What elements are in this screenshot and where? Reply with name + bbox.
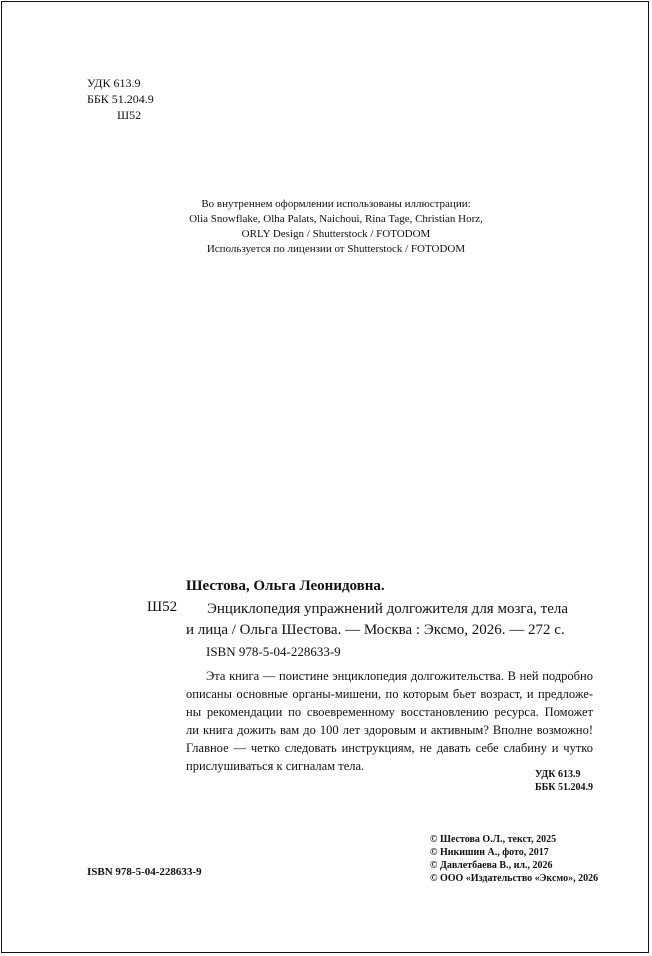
copyright-block: [430, 833, 598, 885]
credits-line: Во внутреннем оформлении использованы иллюстрации:: [201, 198, 471, 210]
abstract-line: Эта книга — поистине энциклопедия долгожительства. В ней подробно: [206, 669, 593, 683]
record-abstract: [186, 667, 593, 775]
record-author: Шестова, Ольга Леонидовна.: [186, 578, 385, 594]
record-classification-codes: [535, 768, 593, 794]
abstract-line: ны рекомендации по своевременному восстановлению ресурса. Поможет: [186, 705, 593, 719]
udk-code: УДК 613.9: [87, 76, 141, 90]
bbk-code: ББК 51.204.9: [535, 782, 593, 793]
copyright-line: © Никишин А., фото, 2017: [430, 847, 549, 858]
credits-line: Olia Snowflake, Olha Palats, Naichoui, Rina Tage, Christian Horz,: [189, 213, 483, 225]
illustration-credits: [0, 197, 652, 257]
bbk-code: ББК 51.204.9: [87, 92, 154, 106]
record-title: [186, 599, 606, 641]
title-line: и лица / Ольга Шестова. — Москва : Эксмо, 2026. — 272 с.: [186, 622, 565, 638]
credits-line: Используется по лицензии от Shutterstock / FOTODOM: [206, 243, 466, 255]
copyright-line: © Шестова О.Л., текст, 2025: [430, 834, 557, 845]
abstract-line: описаны основные органы-мишени, по которым бьет возраст, и предложе-: [186, 687, 593, 701]
abstract-line: ли книга дожить вам до 100 лет здоровым и активным? Вполне возможно!: [186, 723, 593, 737]
abstract-line: Главное — четко следовать инструкциям, не давать себе слабину и чутко: [186, 741, 593, 755]
udk-code: УДК 613.9: [535, 769, 581, 780]
abstract-line: прислушиваться к сигналам тела.: [186, 759, 365, 773]
title-line: Энциклопедия упражнений долгожителя для мозга, тела: [207, 601, 569, 617]
copyright-line: © ООО «Издательство «Эксмо», 2026: [430, 873, 599, 884]
author-mark: Ш52: [117, 108, 142, 122]
record-isbn: ISBN 978-5-04-228633-9: [206, 644, 341, 659]
copyright-line: © Давлетбаева В., ил., 2026: [430, 860, 553, 871]
record-index: Ш52: [147, 599, 178, 615]
isbn-bottom: ISBN 978-5-04-228633-9: [87, 866, 202, 878]
credits-line: ORLY Design / Shutterstock / FOTODOM: [241, 228, 431, 240]
page-border: [1, 1, 649, 953]
classification-codes: [87, 75, 154, 123]
